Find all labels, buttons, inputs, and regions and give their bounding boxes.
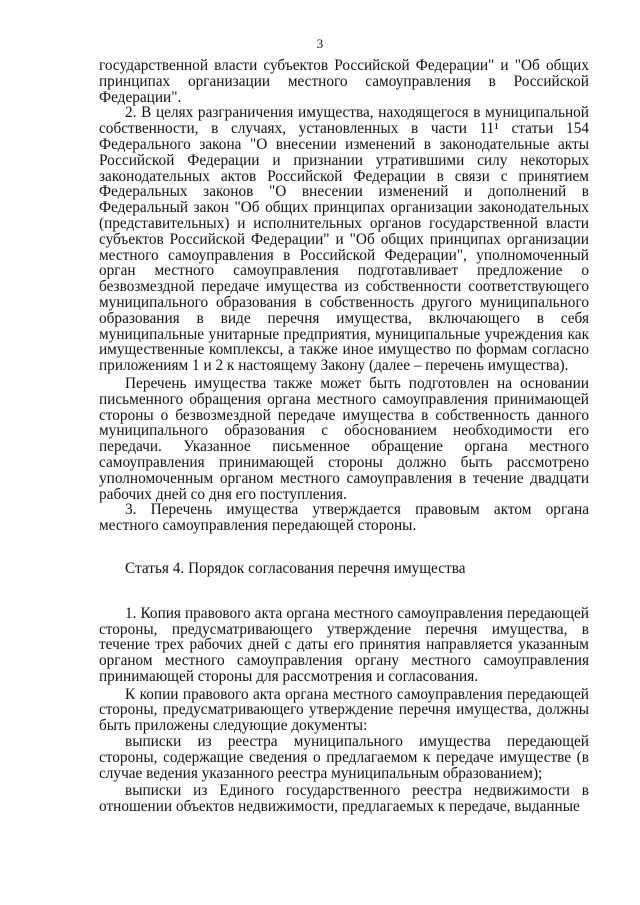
paragraph-clause-2: 2. В целях разграничения имущества, находящегося в муниципальной собственности, в случаях, установленных в части 11¹ статьи 154 Федерального закона "О внесении изменений в законодательные акты Российской Федерации и признании утратившими силу некоторых законодательных актов Российской Федерации в связи с принятием Федеральных законов "О внесении изменений и дополнений в Федеральный закон "Об общих принципах организации законодательных (представительных) и исполнительных органов государственной власти субъектов Российской Федерации" и "Об общих принципах организации местного самоуправления в Российской Федерации", уполномоченный орган местного самоуправления подготавливает предложение о безвозмездной передаче имущества из собственности соответствующего муниципального образования в собственность другого муниципального образования в виде перечня имущества, включающего в себя муниципальные унитарные предприятия, муниципальные учреждения как имущественные комплексы, а также иное имущество по формам согласно приложениям 1 и 2 к настоящему Закону (далее – перечень имущества). bbox=[99, 104, 589, 375]
page-number: 3 bbox=[316, 36, 324, 51]
paragraph-clause-3: 3. Перечень имущества утверждается правовым актом органа местного самоуправления передающей стороны. bbox=[99, 501, 589, 535]
paragraph-continuation: государственной власти субъектов Российской Федерации" и "Об общих принципах организации местного самоуправления в Российской Федерации". bbox=[99, 57, 589, 106]
article-heading: Статья 4. Порядок согласования перечня имущества bbox=[125, 559, 466, 577]
paragraph-registry-extracts: выписки из реестра муниципального имущества передающей стороны, содержащие сведения о предлагаемом к передаче имуществе (в случае ведения указанного реестра муниципальным образованием); bbox=[99, 733, 589, 782]
paragraph-article4-clause-1: 1. Копия правового акта органа местного самоуправления передающей стороны, предусматривающего утверждение перечня имущества, в течение трех рабочих дней с даты его принятия направляется указанным органом местного самоуправления органу местного самоуправления принимающей стороны для рассмотрения и согласования. bbox=[99, 604, 589, 685]
document-body bbox=[99, 58, 589, 815]
paragraph-attachments: К копии правового акта органа местного самоуправления передающей стороны, предусматривающего утверждение перечня имущества, должны быть приложены следующие документы: bbox=[99, 685, 589, 735]
paragraph-list-basis: Перечень имущества также может быть подготовлен на основании письменного обращения органа местного самоуправления принимающей стороны о безвозмездной передаче имущества в собственность данного муниципального образования с обоснованием необходимости его передачи. Указанное письменное обращение органа местного самоуправления принимающей стороны должно быть рассмотрено уполномоченным органом местного самоуправления в течение двадцати рабочих дней со дня его поступления. bbox=[99, 374, 589, 503]
paragraph-egrn-extracts: выписки из Единого государственного реестра недвижимости в отношении объектов недвижимости, предлагаемых к передаче, выданные bbox=[99, 782, 589, 816]
